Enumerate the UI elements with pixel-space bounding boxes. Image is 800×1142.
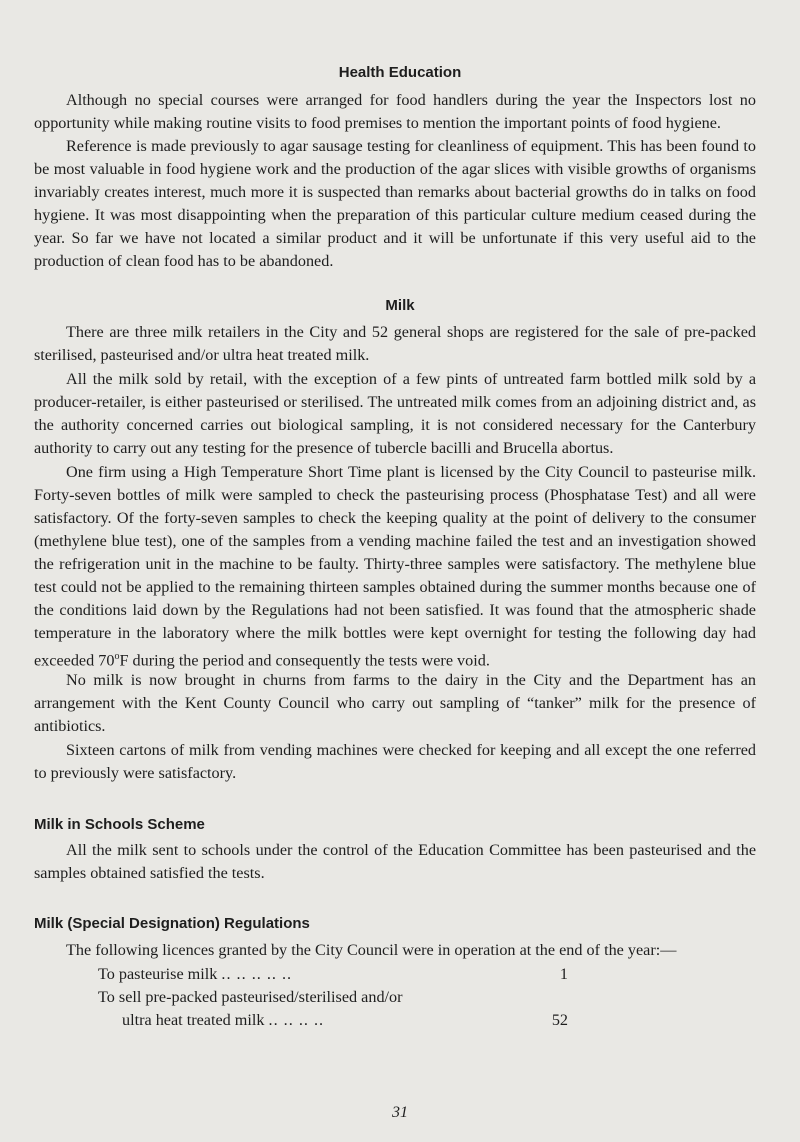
licence-row [98, 986, 568, 1009]
heading-special-designation: Milk (Special Designation) Regulations [34, 915, 310, 932]
paragraph-milk-4: No milk is now brought in churns from farms to the dairy in the City and the Department has an arrangement with the Kent County Council who carry out sampling of “tanker” milk for the presence of antibiotics. [34, 671, 756, 735]
licence-count: 1 [559, 965, 568, 983]
licence-label: To pasteurise milk [98, 965, 218, 983]
paragraph-milk-3-text-b: F during the period and consequently the tests were void. [119, 651, 490, 670]
paragraph-schools-1: All the milk sent to schools under the control of the Education Committee has been pasteurised and the samples obtained satisfied the tests. [34, 841, 756, 882]
paragraph-health-1: Although no special courses were arranged for food handlers during the year the Inspectors lost no opportunity while making routine visits to food premises to mention the important points of food hygiene. [34, 91, 756, 132]
paragraph-milk-3 [34, 461, 756, 672]
licence-count: 52 [551, 1011, 568, 1029]
licence-label: To sell pre-packed pasteurised/sterilised and/or [98, 988, 403, 1006]
paragraph-milk-3-text-a: One firm using a High Temperature Short Time plant is licensed by the City Council to pasteurise milk. Forty-seven bottles of milk were sampled to check the pasteurising process (Phosphatase Test) and all were satisfactory. Of the forty-seven samples to check the keeping quality at the point of delivery to the consumer (methylene blue test), one of the samples from a vending machine failed the test and an investigation showed the refrigeration unit in the machine to be faulty. Thirty-three samples were satisfactory. The methylene blue test could not be applied to the remaining thirteen samples obtained during the summer months because one of the conditions laid down by the Regulations had not been satisfied. It was found that the atmospheric shade temperature in the laboratory where the milk bottles were kept overnight for testing the following day had exceeded 70 [34, 463, 756, 670]
licence-row [98, 1009, 568, 1032]
heading-milk-in-schools: Milk in Schools Scheme [34, 816, 205, 833]
paragraph-milk-1: There are three milk retailers in the City and 52 general shops are registered for the sale of pre-packed sterilised, pasteurised and/or ultra heat treated milk. [34, 323, 756, 364]
heading-milk: Milk [385, 297, 415, 314]
paragraph-regs-1: The following licences granted by the City Council were in operation at the end of the year:— [66, 941, 677, 959]
page-number: 31 [392, 1104, 408, 1121]
paragraph-milk-5: Sixteen cartons of milk from vending machines were checked for keeping and all except the one referred to previously were satisfactory. [34, 741, 756, 782]
leader-dots: .. .. .. .. .. [221, 965, 293, 983]
licence-row [98, 963, 568, 986]
licence-list [98, 963, 568, 1032]
degree-symbol: o [114, 651, 120, 662]
licence-label: ultra heat treated milk [122, 1011, 265, 1029]
paragraph-health-2: Reference is made previously to agar sausage testing for cleanliness of equipment. This has been found to be most valuable in food hygiene work and the production of the agar slices with visible growths of organisms invariably creates interest, much more it is suspected than remarks about bacterial growths do in talks on food hygiene. It was most disappointing when the preparation of this particular culture medium ceased during the year. So far we have not located a similar product and it will be unfortunate if this very useful aid to the production of clean food has to be abandoned. [34, 137, 756, 270]
heading-health-education: Health Education [338, 64, 462, 81]
paragraph-milk-2: All the milk sold by retail, with the exception of a few pints of untreated farm bottled milk sold by a producer-retailer, is either pasteurised or sterilised. The untreated milk comes from an adjoining district and, as the authority concerned carries out biological sampling, it is not considered necessary for the Canterbury authority to carry out any testing for the presence of tubercle bacilli and Brucella abortus. [34, 370, 756, 457]
leader-dots: .. .. .. .. [268, 1011, 325, 1029]
